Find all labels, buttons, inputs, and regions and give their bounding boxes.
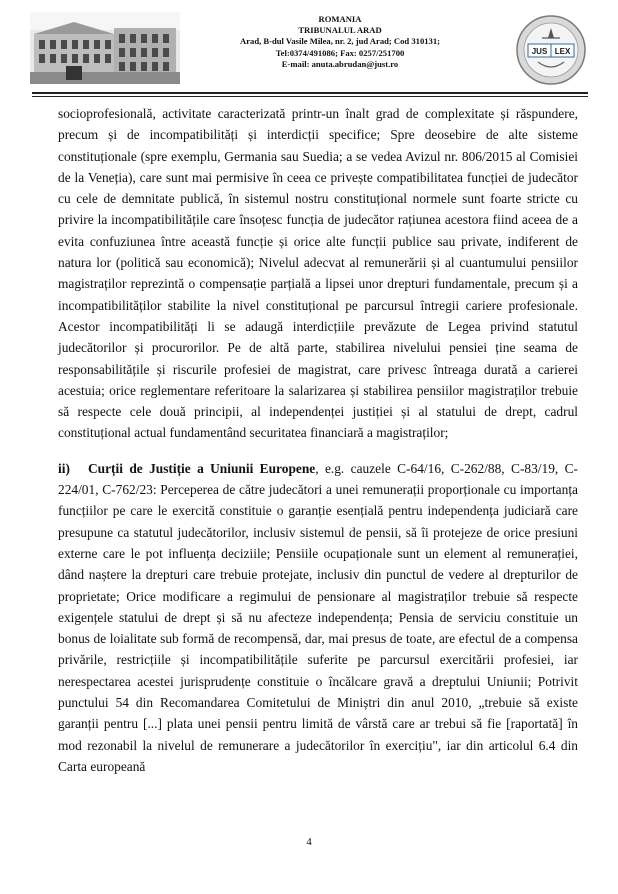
paragraph-continuation: socioprofesională, activitate caracterizată printr-un înalt grad de complexitate și răspundere, precum și de incompatibilități și interdicții specifice; Spre deosebire de alte sisteme constituționale (spre exemplu, Germania sau Suedia; a se vedea Avizul nr. 806/2015 al Comisiei de la Veneția), care sunt mai permisive în ceea ce privește compatibilitatea funcției de judecător cu cele de demnitate publică, în sistemul nostru constituțional normele sunt foarte stricte cu privire la incompatibilitățile care însoțesc funcția de judecător rațiunea acestora fiind aceea de a evita confuziunea între această funcție și orice alte funcții publice sau private, indiferent de natura lor (politică sau economică); Nivelul adecvat al remunerării și al cuantumului pensiilor magistraților reprezintă o compensație parțială a lipsei unor drepturi fundamentale, precum și a incompatibilităților stabilite la nivel constituțional pe parcursul întregii cariere profesionale. Acestor incompatibilități li se adaugă interdicțiile prevăzute de Legea privind statutul judecătorilor și procurorilor. Pe de altă parte, stabilirea nivelului pensiei ține seama de responsabilitățile și riscurile profesiei de magistrat, care privesc întreaga durată a carierei acestuia; orice reglementare referitoare la salarizarea și stabilirea pensiilor magistraților trebuie să respecte cele două principii, al independenței justiției și al statului de drept, cadrul constituțional actual fundamentând securitatea financiară a magistraților; — [58, 106, 578, 441]
court-address: Arad, B-dul Vasile Milea, nr. 2, jud Arad; Cod 310131; — [240, 36, 440, 47]
list-item-ii — [58, 458, 578, 777]
court-contact-block — [200, 14, 480, 70]
court-building-image — [30, 12, 180, 84]
page-number: 4 — [306, 836, 312, 848]
header-divider-thin — [32, 96, 588, 97]
seal-text-left: JUS — [531, 47, 548, 56]
court-name: TRIBUNALUL ARAD — [298, 25, 382, 36]
item-text: , e.g. cauzele C-64/16, C-262/88, C-83/19, C-224/01, C-762/23: Perceperea de către judecători a unei remunerații proporționale cu importanța funcțiilor pe care le exercită constituie o garanție esențială pentru independența judiciară care presupune ca statutul judecătorilor, inclusiv sistemul de pensii, să îi protejeze de orice presiuni externe care le pot influența deciziile; Pensiile ocupaționale sunt un element al remunerației, dând naștere la drepturi care trebuie protejate, inclusiv din punctul de vedere al drepturilor de proprietate; Orice modificare a regimului de pensionare al magistraților trebuie să respecte exigențele statului de drept și să nu afecteze independența; Pensia de serviciu constituie un bonus de loialitate sub formă de recompensă, dar, mai presus de toate, are efectul de a compensa privările, restricțiile și incompatibilitățile suferite pe parcursul exercitării profesiei, iar nerespectarea acestei jurisprudențe constituie o încălcare gravă a dreptului Uniunii; Potrivit punctului 54 din Recomandarea Comitetului de Miniștri din anul 2010, „trebuie să existe garanții pentru [...] plata unei pensii pentru limită de vârstă care ar trebui să fie [raportată] în mod rezonabil la nivelul de remunerare a judecătorilor în exercițiu", iar din articolul 6.4 din Carta europeană — [58, 460, 578, 774]
header-divider-thick — [32, 92, 588, 94]
seal-text-right: LEX — [554, 47, 571, 56]
jus-lex-seal-icon — [514, 14, 588, 86]
court-email: E-mail: anuta.abrudan@just.ro — [281, 58, 399, 69]
court-phone: Tel:0374/491086; Fax: 0257/251700 — [275, 47, 405, 58]
letterhead — [0, 0, 618, 92]
item-title: Curții de Justiție a Uniunii Europene — [88, 460, 316, 476]
item-label: ii) — [58, 460, 70, 476]
country-name: ROMANIA — [318, 14, 362, 24]
document-body — [58, 103, 578, 777]
